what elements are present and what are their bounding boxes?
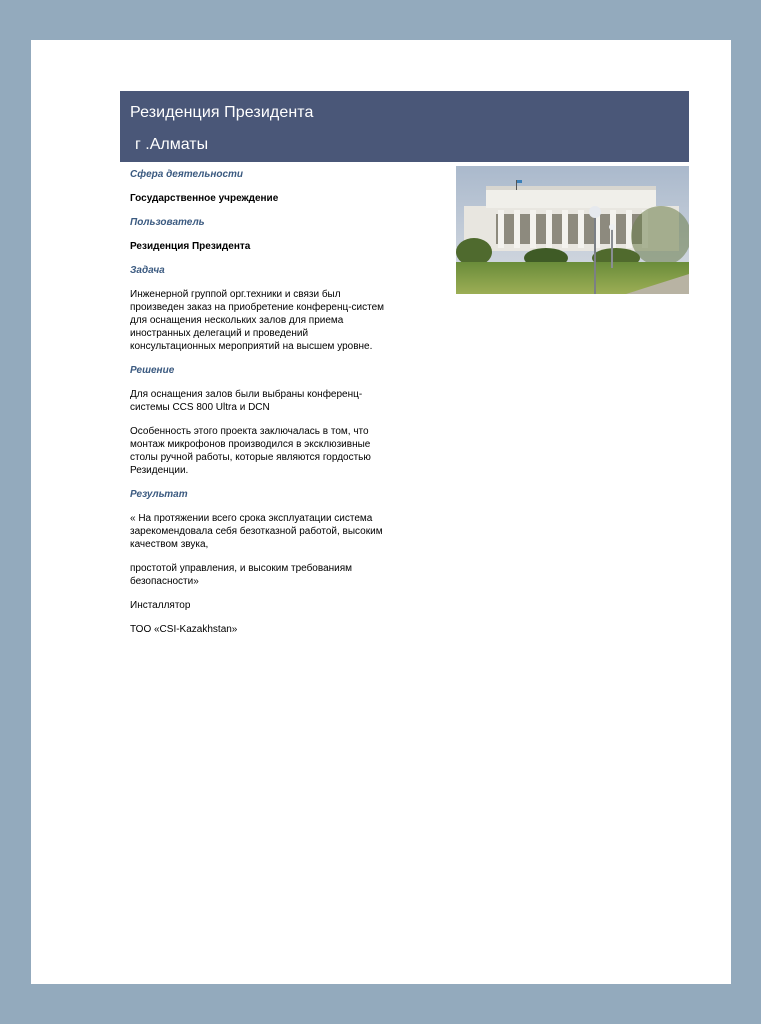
sphere-heading: Сфера деятельности: [130, 169, 244, 180]
building-photo: [456, 166, 689, 294]
document-title: Резиденция Президента: [130, 104, 314, 121]
user-heading: Пользователь: [130, 217, 205, 228]
sphere-value: Государственное учреждение: [130, 193, 279, 204]
case-study-content: [130, 168, 392, 647]
installer-value: ТОО «CSI-Kazakhstan»: [130, 624, 238, 635]
solution-text-1: Для оснащения залов были выбраны конференц-системы CCS 800 Ultra и DCN: [130, 389, 363, 413]
result-heading: Результат: [130, 489, 188, 500]
document-page: [31, 40, 731, 984]
result-text-1: « На протяжении всего срока эксплуатации система зарекомендовала себя безотказной работой, высоким качеством звука,: [130, 513, 383, 550]
user-value: Резиденция Президента: [130, 241, 251, 252]
installer-label: Инсталлятор: [130, 600, 191, 611]
result-text-2: простотой управления, и высоким требованиям безопасности»: [130, 563, 353, 587]
title-banner: [120, 91, 689, 162]
task-heading: Задача: [130, 265, 165, 276]
task-text: Инженерной группой орг.техники и связи был произведен заказ на приобретение конференц-систем для оснащения нескольких залов для приема иностранных делегаций и проведений консультационных мероприятий на высшем уровне.: [130, 289, 385, 352]
solution-text-2: Особенность этого проекта заключалась в том, что монтаж микрофонов производился в эксклюзивные столы ручной работы, которые являются гордостью Резиденции.: [130, 426, 371, 476]
document-subtitle: г .Алматы: [135, 136, 209, 153]
solution-heading: Решение: [130, 365, 175, 376]
